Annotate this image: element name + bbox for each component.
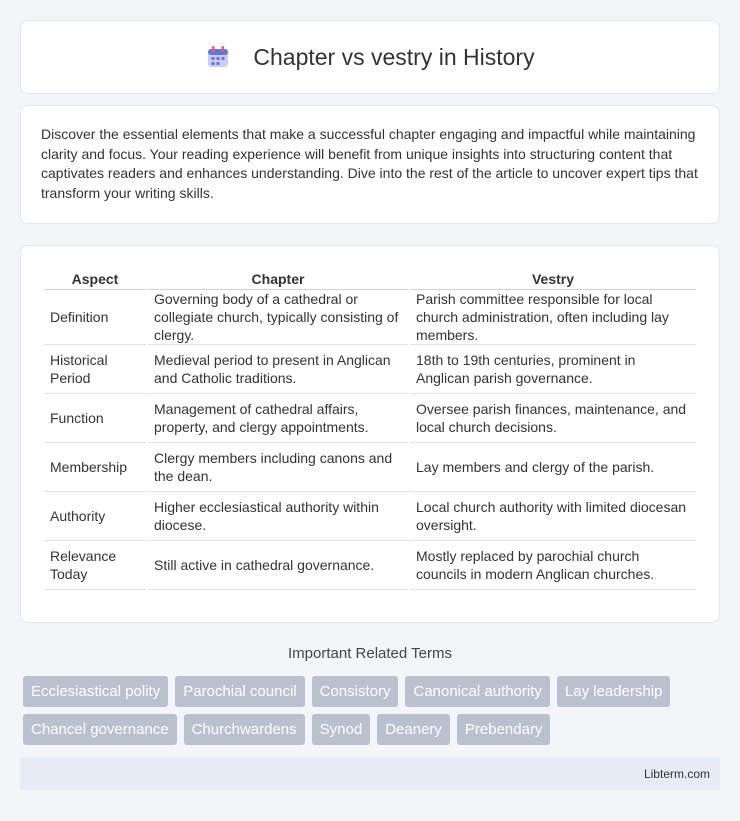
related-term-tag[interactable]: Consistory	[312, 676, 399, 707]
page-title: Chapter vs vestry in History	[253, 43, 535, 70]
cell-chapter: Medieval period to present in Anglican and Catholic traditions.	[148, 345, 408, 394]
cell-aspect: Authority	[44, 492, 146, 541]
cell-aspect: Relevance Today	[44, 541, 146, 590]
table-row	[44, 290, 696, 345]
cell-aspect: Membership	[44, 443, 146, 492]
header-chapter: Chapter	[148, 266, 408, 290]
related-term-tag[interactable]: Synod	[312, 714, 371, 745]
related-terms-title: Important Related Terms	[288, 645, 452, 662]
related-term-tag[interactable]: Prebendary	[457, 714, 551, 745]
table-row	[44, 394, 696, 443]
table-row	[44, 541, 696, 590]
cell-chapter: Higher ecclesiastical authority within diocese.	[148, 492, 408, 541]
intro-text: Discover the essential elements that make a successful chapter engaging and impactful while maintaining clarity and focus. Your reading experience will benefit from unique insights into structuring content that captivates readers and enhances understanding. Dive into the rest of the article to uncover expert tips that transform your writing skills.	[41, 126, 698, 201]
table-header-row	[44, 266, 696, 290]
cell-chapter: Governing body of a cathedral or collegiate church, typically consisting of clergy.	[148, 290, 408, 345]
related-term-tag[interactable]: Lay leadership	[557, 676, 671, 707]
header-vestry: Vestry	[410, 266, 696, 290]
related-term-tag[interactable]: Churchwardens	[184, 714, 305, 745]
related-term-tag[interactable]: Chancel governance	[23, 714, 177, 745]
table-row	[44, 492, 696, 541]
header-card	[20, 20, 720, 94]
cell-vestry: Local church authority with limited diocesan oversight.	[410, 492, 696, 541]
related-term-tag[interactable]: Deanery	[377, 714, 450, 745]
cell-vestry: Lay members and clergy of the parish.	[410, 443, 696, 492]
cell-vestry: Oversee parish finances, maintenance, and local church decisions.	[410, 394, 696, 443]
table-row	[44, 345, 696, 394]
cell-aspect: Definition	[44, 290, 146, 345]
footer-site-link[interactable]: Libterm.com	[643, 766, 710, 781]
header-aspect: Aspect	[44, 266, 146, 290]
footer	[20, 757, 720, 790]
comparison-table	[42, 266, 698, 590]
related-term-tag[interactable]: Parochial council	[175, 676, 304, 707]
cell-vestry: 18th to 19th centuries, prominent in Anglican parish governance.	[410, 345, 696, 394]
cell-chapter: Management of cathedral affairs, property, and clergy appointments.	[148, 394, 408, 443]
related-term-tag[interactable]: Canonical authority	[405, 676, 549, 707]
related-terms-list	[23, 676, 723, 745]
related-term-tag[interactable]: Ecclesiastical polity	[23, 676, 168, 707]
cell-chapter: Still active in cathedral governance.	[148, 541, 408, 590]
cell-vestry: Mostly replaced by parochial church councils in modern Anglican churches.	[410, 541, 696, 590]
calendar-icon	[205, 44, 231, 70]
table-row	[44, 443, 696, 492]
comparison-table-card	[20, 245, 720, 623]
cell-vestry: Parish committee responsible for local church administration, often including lay members.	[410, 290, 696, 345]
cell-aspect: Function	[44, 394, 146, 443]
cell-aspect: Historical Period	[44, 345, 146, 394]
intro-card	[20, 105, 720, 224]
cell-chapter: Clergy members including canons and the dean.	[148, 443, 408, 492]
